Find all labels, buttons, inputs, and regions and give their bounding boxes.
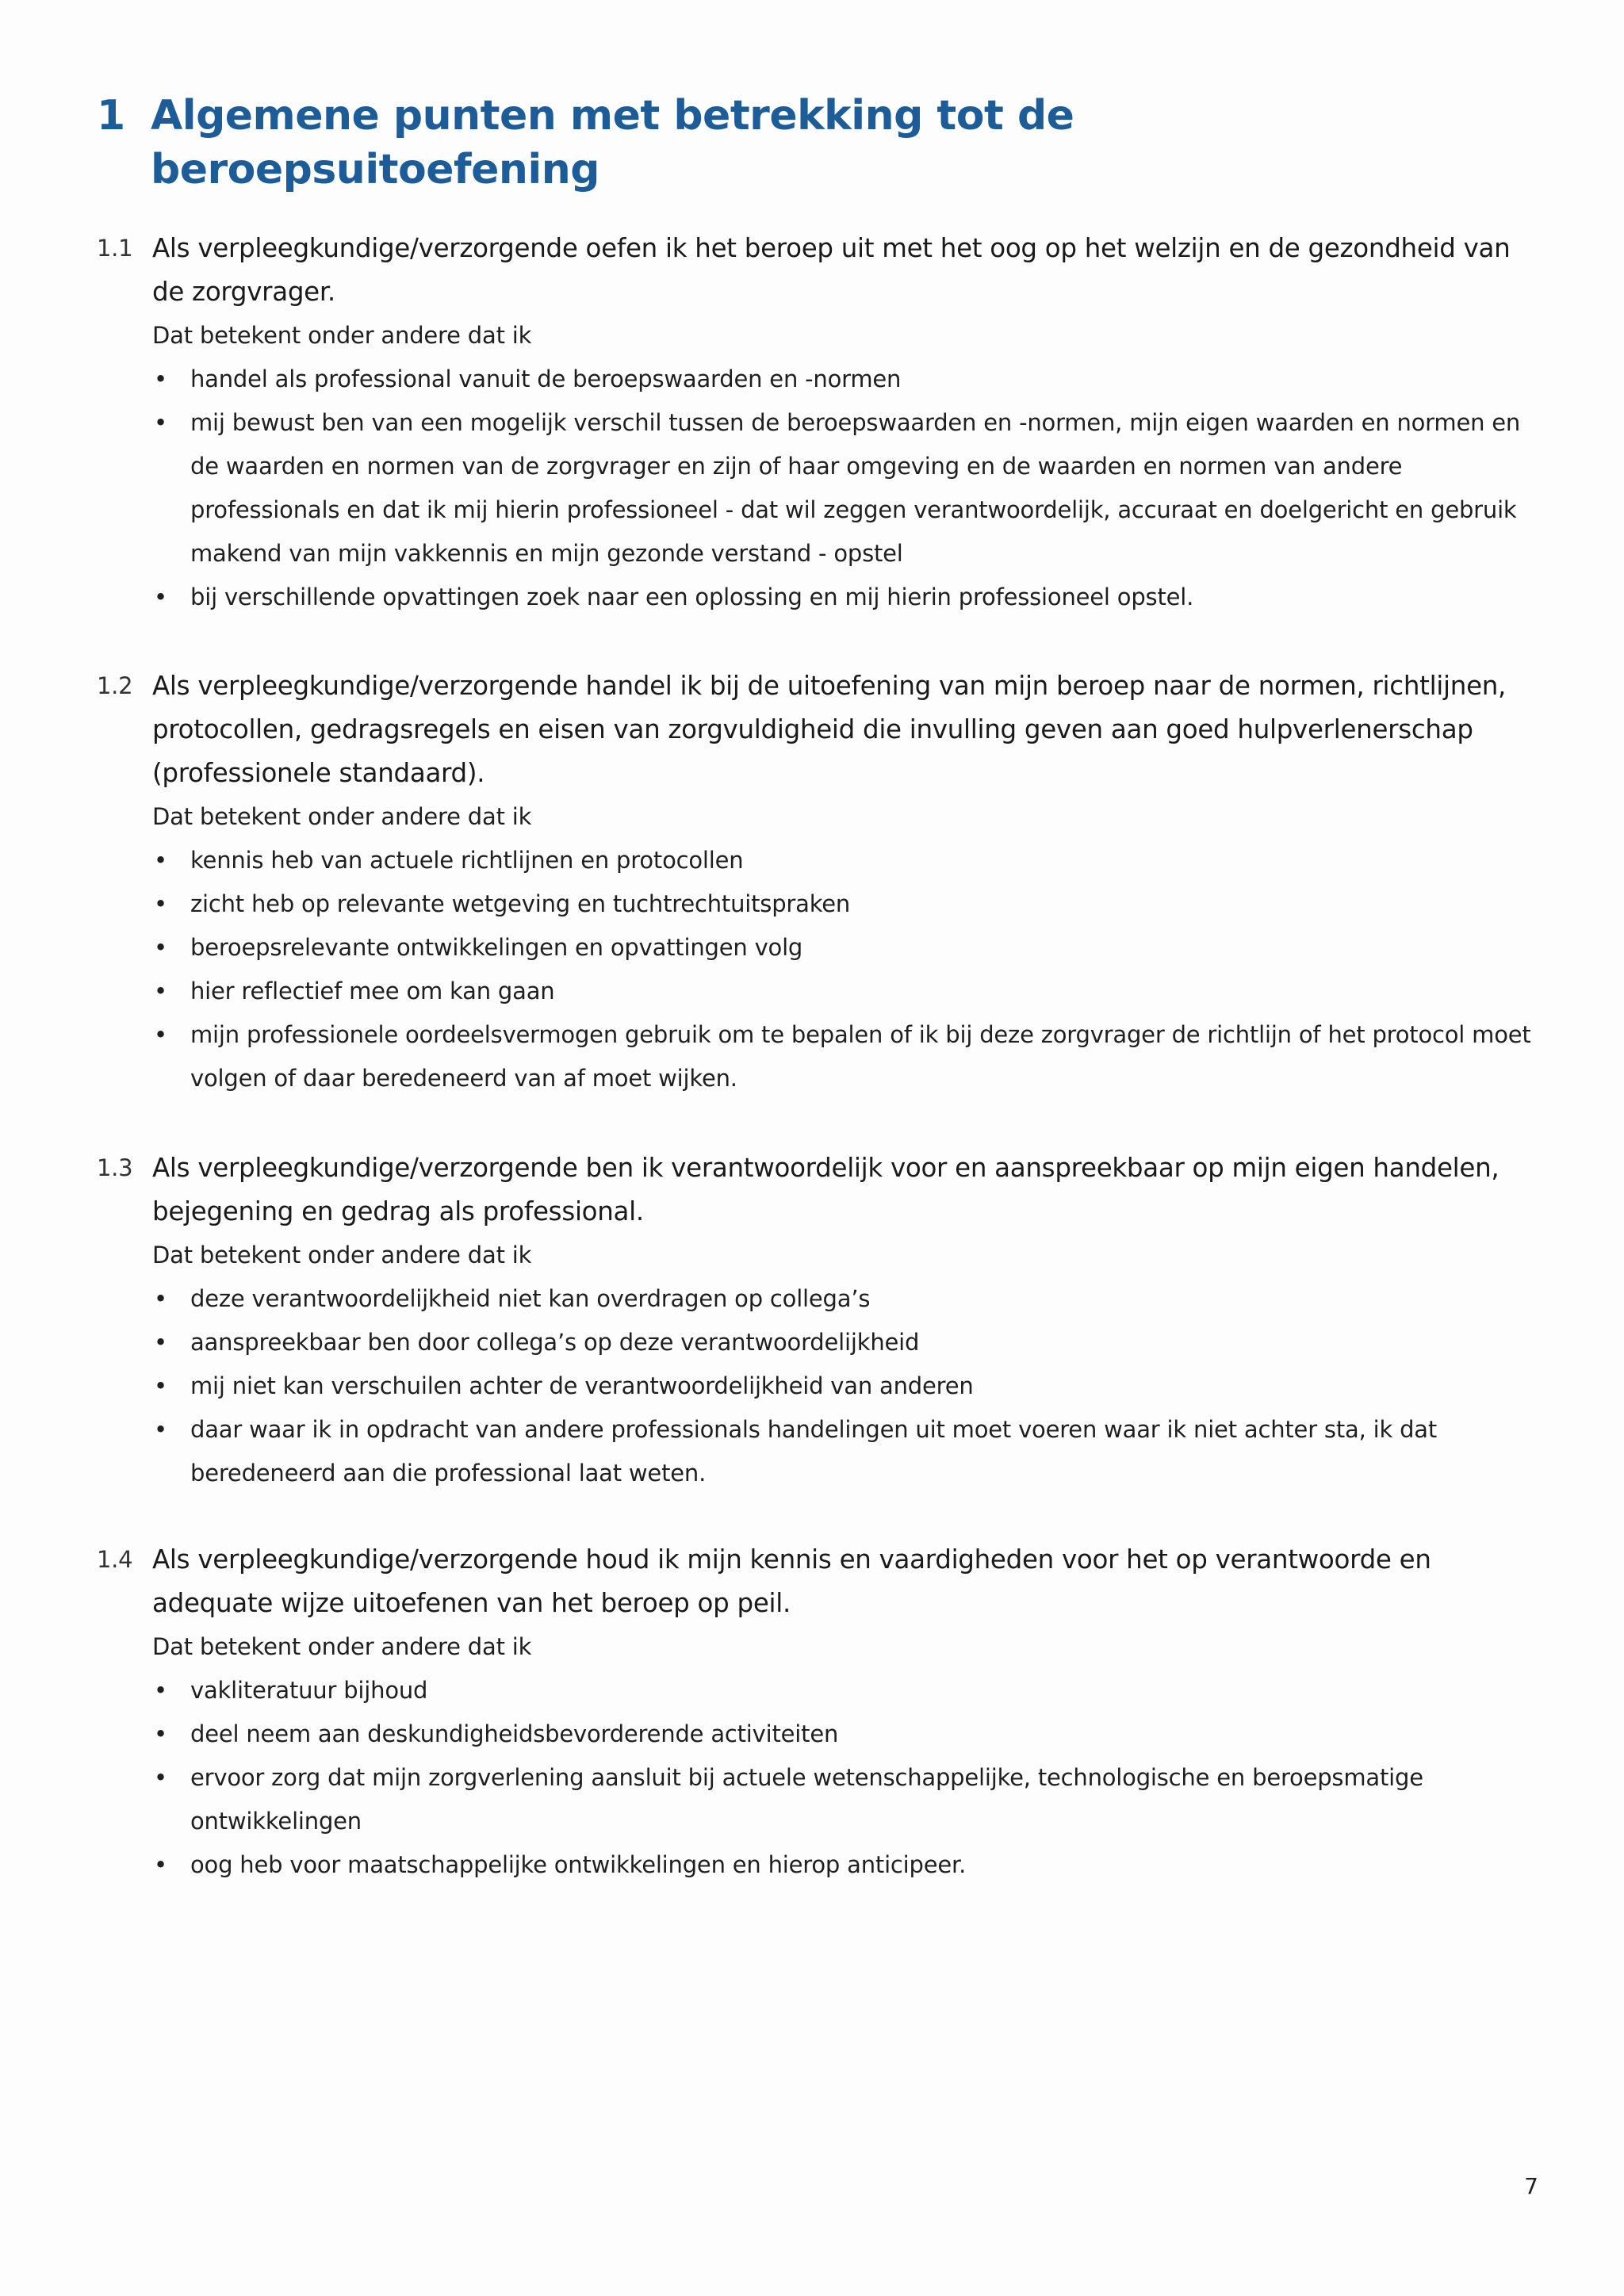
list-item xyxy=(154,1712,1532,1756)
list-item-text: oog heb voor maatschappelijke ontwikkelingen en hierop anticipeer. xyxy=(190,1851,967,1878)
list-item-text: mij bewust ben van een mogelijk verschil tussen de beroepswaarden en -normen, mijn eigen waarden en normen en de waarden en normen van de zorgvrager en zijn of haar omgeving en de waarden en normen van andere professionals en dat ik mij hierin professioneel - dat wil zeggen verantwoordelijk, accuraat en doelgericht en gebruik makend van mijn vakkennis en mijn gezonde verstand - opstel xyxy=(190,409,1521,567)
list-item xyxy=(154,1408,1532,1495)
list-item xyxy=(154,1843,1532,1887)
bullet-icon: • xyxy=(154,978,167,1004)
list-item-text: vakliteratuur bijhoud xyxy=(190,1677,428,1704)
list-item-text: daar waar ik in opdracht van andere professionals handelingen uit moet voeren waar ik niet achter sta, ik dat beredeneerd aan die professional laat weten. xyxy=(190,1416,1438,1487)
section-number: 1.2 xyxy=(97,672,133,699)
list-item xyxy=(154,576,1532,619)
section-heading xyxy=(97,1538,1532,1625)
list-item xyxy=(154,882,1532,926)
list-item xyxy=(154,970,1532,1013)
section-number: 1.1 xyxy=(97,235,133,262)
section-heading-text: Als verpleegkundige/verzorgende oefen ik het beroep uit met het oog op het welzijn en de gezondheid van de zorgvrager. xyxy=(152,233,1511,307)
bullet-icon: • xyxy=(154,1720,167,1747)
chapter-heading xyxy=(97,89,1445,197)
list-item-text: aanspreekbaar ben door collega’s op deze verantwoordelijkheid xyxy=(190,1329,920,1356)
list-item-text: beroepsrelevante ontwikkelingen en opvattingen volg xyxy=(190,934,803,961)
bullet-icon: • xyxy=(154,365,167,392)
chapter-title: Algemene punten met betrekking tot de beroepsuitoefening xyxy=(151,92,1074,193)
bullet-icon: • xyxy=(154,1416,167,1443)
bullet-icon: • xyxy=(154,934,167,961)
bullet-icon: • xyxy=(154,1677,167,1704)
list-item xyxy=(154,1277,1532,1321)
bullet-icon: • xyxy=(154,584,167,610)
page-number: 7 xyxy=(1524,2173,1538,2199)
bullet-icon: • xyxy=(154,1329,167,1356)
bullet-list xyxy=(97,839,1532,1100)
list-item-text: mijn professionele oordeelsvermogen gebruik om te bepalen of ik bij deze zorgvrager de richtlijn of het protocol moet volgen of daar beredeneerd van af moet wijken. xyxy=(190,1021,1531,1092)
list-item-text: hier reflectief mee om kan gaan xyxy=(190,978,555,1004)
bullet-list xyxy=(97,358,1532,619)
bullet-icon: • xyxy=(154,1764,167,1791)
list-item xyxy=(154,1669,1532,1712)
section-heading xyxy=(97,227,1532,314)
bullet-list xyxy=(97,1669,1532,1887)
section-1-3 xyxy=(97,1146,1532,1495)
section-number: 1.3 xyxy=(97,1154,133,1181)
list-item-text: ervoor zorg dat mijn zorgverlening aansluit bij actuele wetenschappelijke, technologische en beroepsmatige ontwikkelingen xyxy=(190,1764,1423,1835)
list-item xyxy=(154,401,1532,576)
section-heading-text: Als verpleegkundige/verzorgende ben ik verantwoordelijk voor en aanspreekbaar op mijn eigen handelen, bejegening en gedrag als professional. xyxy=(152,1153,1500,1226)
section-1-2 xyxy=(97,664,1532,1100)
chapter-number: 1 xyxy=(97,92,125,140)
section-number: 1.4 xyxy=(97,1546,133,1573)
bullet-icon: • xyxy=(154,409,167,436)
list-item-text: mij niet kan verschuilen achter de verantwoordelijkheid van anderen xyxy=(190,1372,974,1399)
list-item-text: deze verantwoordelijkheid niet kan overdragen op collega’s xyxy=(190,1285,871,1312)
section-heading-text: Als verpleegkundige/verzorgende houd ik mijn kennis en vaardigheden voor het op verantwoorde en adequate wijze uitoefenen van het beroep op peil. xyxy=(152,1544,1431,1618)
section-intro: Dat betekent onder andere dat ik xyxy=(152,803,532,830)
list-item-text: kennis heb van actuele richtlijnen en protocollen xyxy=(190,847,744,874)
section-heading xyxy=(97,1146,1532,1234)
section-1-1 xyxy=(97,227,1532,619)
list-item-text: zicht heb op relevante wetgeving en tuchtrechtuitspraken xyxy=(190,890,851,917)
section-heading-text: Als verpleegkundige/verzorgende handel ik bij de uitoefening van mijn beroep naar de normen, richtlijnen, protocollen, gedragsregels en eisen van zorgvuldigheid die invulling geven aan goed hulpverlenerschap (professionele standaard). xyxy=(152,671,1507,788)
bullet-list xyxy=(97,1277,1532,1495)
list-item xyxy=(154,1756,1532,1843)
section-intro: Dat betekent onder andere dat ik xyxy=(152,1633,532,1660)
list-item xyxy=(154,839,1532,882)
list-item xyxy=(154,1364,1532,1408)
list-item-text: deel neem aan deskundigheidsbevorderende activiteiten xyxy=(190,1720,839,1747)
bullet-icon: • xyxy=(154,1372,167,1399)
bullet-icon: • xyxy=(154,890,167,917)
list-item xyxy=(154,358,1532,401)
list-item-text: handel als professional vanuit de beroepswaarden en -normen xyxy=(190,365,902,392)
list-item xyxy=(154,926,1532,970)
bullet-icon: • xyxy=(154,1021,167,1048)
list-item xyxy=(154,1013,1532,1100)
section-1-4 xyxy=(97,1538,1532,1887)
bullet-icon: • xyxy=(154,847,167,874)
section-heading xyxy=(97,664,1532,795)
section-intro: Dat betekent onder andere dat ik xyxy=(152,322,532,349)
bullet-icon: • xyxy=(154,1285,167,1312)
list-item-text: bij verschillende opvattingen zoek naar een oplossing en mij hierin professioneel opstel. xyxy=(190,584,1194,610)
section-intro: Dat betekent onder andere dat ik xyxy=(152,1242,532,1269)
list-item xyxy=(154,1321,1532,1364)
bullet-icon: • xyxy=(154,1851,167,1878)
